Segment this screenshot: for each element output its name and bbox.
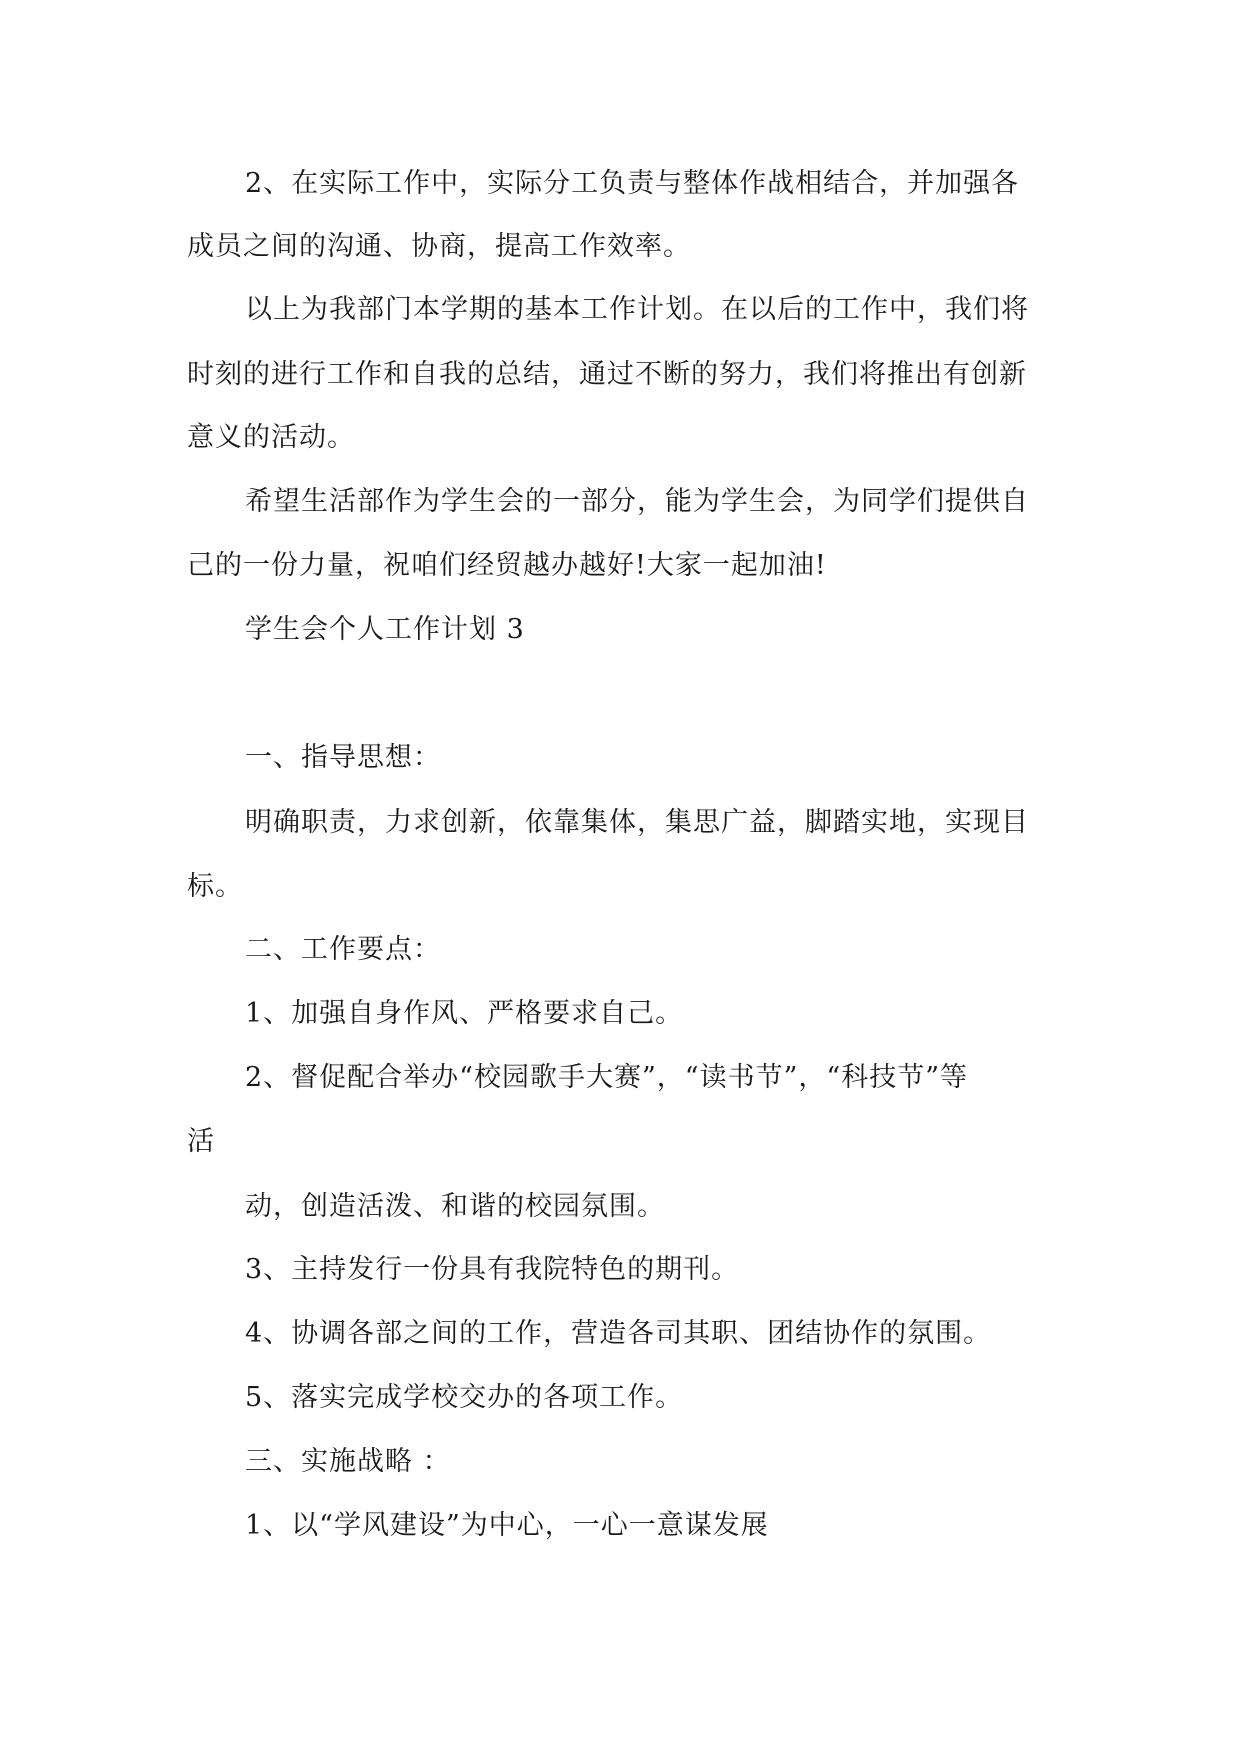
list-item: 4、协调各部之间的工作，营造各司其职、团结协作的氛围。 <box>245 1318 992 1349</box>
list-item: 1、加强自身作风、严格要求自己。 <box>245 998 684 1029</box>
paragraph-line: 希望生活部作为学生会的一部分，能为学生会，为同学们提供自 <box>245 486 1029 517</box>
paragraph-line: 动，创造活泼、和谐的校园氛围。 <box>245 1191 665 1222</box>
paragraph-line: 标。 <box>187 871 243 902</box>
paragraph-line: 己的一份力量，祝咱们经贸越办越好!大家一起加油! <box>187 550 827 581</box>
heading-line: 三、实施战略 ： <box>245 1446 451 1477</box>
paragraph-line: 意义的活动。 <box>187 422 355 453</box>
paragraph-line: 明确职责，力求创新，依靠集体，集思广益，脚踏实地，实现目 <box>245 807 1029 838</box>
list-item: 2、督促配合举办“校园歌手大赛”，“读书节”，“科技节”等 <box>245 1062 968 1093</box>
list-item: 5、落实完成学校交办的各项工作。 <box>245 1382 684 1413</box>
paragraph-line: 成员之间的沟通、协商，提高工作效率。 <box>187 231 691 262</box>
paragraph-line: 活 <box>187 1126 215 1157</box>
paragraph-line: 2、在实际工作中，实际分工负责与整体作战相结合，并加强各 <box>245 168 1020 199</box>
heading-line: 一、指导思想： <box>245 742 441 773</box>
section-title: 学生会个人工作计划 3 <box>245 614 525 645</box>
paragraph-line: 时刻的进行工作和自我的总结，通过不断的努力，我们将推出有创新 <box>187 359 1027 390</box>
list-item: 3、主持发行一份具有我院特色的期刊。 <box>245 1254 740 1285</box>
paragraph-line: 以上为我部门本学期的基本工作计划。在以后的工作中，我们将 <box>245 294 1029 325</box>
list-item: 1、以“学风建设”为中心，一心一意谋发展 <box>245 1510 769 1541</box>
heading-line: 二、工作要点： <box>245 934 441 965</box>
